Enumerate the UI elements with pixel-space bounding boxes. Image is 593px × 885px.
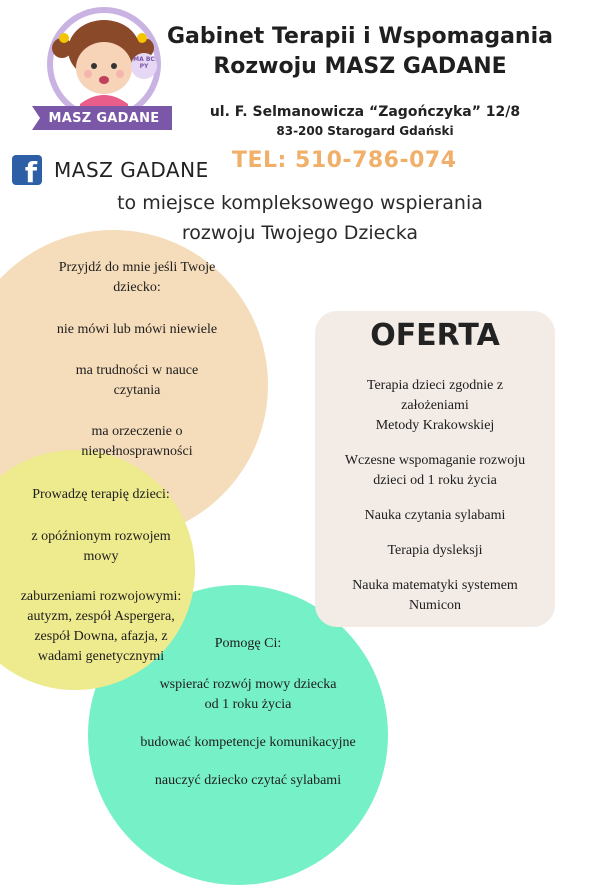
- address-block: [200, 102, 530, 140]
- therapy-item-2-line-1: zaburzeniami rozwojowymi:: [20, 589, 182, 604]
- tagline-line-2: rozwoju Twojego Dziecka: [181, 222, 419, 244]
- help-item-1-line-1: wspierać rozwój mowy dziecka: [159, 677, 337, 692]
- come-intro-line-2: dziecko:: [113, 280, 161, 295]
- offer-item-4: Terapia dysleksji: [387, 543, 483, 558]
- help-section: [124, 634, 372, 791]
- come-item-1: nie mówi lub mówi niewiele: [56, 322, 218, 337]
- facebook-glyph: f: [24, 156, 37, 189]
- come-intro-line-1: Przyjdź do mnie jeśli Twoje: [58, 260, 216, 275]
- therapy-item-2-line-4: wadami genetycznymi: [37, 649, 165, 664]
- tagline-line-1: to miejsce kompleksowego wspierania: [117, 192, 483, 214]
- come-item-2-line-1: ma trudności w nauce: [75, 363, 199, 378]
- offer-item-3: Nauka czytania sylabami: [364, 508, 506, 523]
- city-address: 83-200 Starogard Gdański: [276, 124, 454, 138]
- help-item-1-line-2: od 1 roku życia: [204, 697, 292, 712]
- therapy-item-1-line-1: z opóźnionym rozwojem: [31, 529, 171, 544]
- phone-number[interactable]: TEL: 510-786-074: [232, 148, 457, 173]
- offer-item-1-line-2: założeniami: [401, 398, 469, 413]
- help-item-2: budować kompetencje komunikacyjne: [140, 735, 356, 750]
- come-item-3-line-1: ma orzeczenie o: [91, 424, 183, 439]
- facebook-icon: [12, 155, 42, 189]
- help-item-3: nauczyć dziecko czytać sylabami: [154, 773, 342, 788]
- offer-item-5-line-1: Nauka matematyki systemem: [352, 578, 518, 593]
- facebook-link[interactable]: [12, 150, 209, 190]
- therapy-item-1-line-2: mowy: [83, 549, 119, 564]
- logo-speech-bubble: MA BC PY: [133, 56, 155, 70]
- come-item-3-line-2: niepełnosprawności: [81, 444, 193, 459]
- therapy-item-2-line-2: autyzm, zespół Aspergera,: [27, 609, 175, 624]
- offer-item-5-line-2: Numicon: [408, 598, 462, 613]
- title-line-1: Gabinet Terapii i Wspomagania: [167, 24, 553, 49]
- offer-item-2-line-2: dzieci od 1 roku życia: [373, 473, 497, 488]
- offer-title: OFERTA: [370, 318, 500, 353]
- therapy-intro: Prowadzę terapię dzieci:: [32, 487, 170, 502]
- title-line-2: Rozwoju MASZ GADANE: [213, 54, 507, 79]
- offer-item-1-line-3: Metody Krakowskiej: [375, 418, 495, 433]
- come-item-2-line-2: czytania: [113, 383, 161, 398]
- logo-banner-text: MASZ GADANE: [48, 111, 160, 126]
- street-address: ul. F. Selmanowicza “Zagończyka” 12/8: [209, 104, 521, 120]
- offer-list: [320, 376, 550, 616]
- help-intro: Pomogę Ci:: [214, 636, 282, 651]
- offer-item-1-line-1: Terapia dzieci zgodnie z: [366, 378, 504, 393]
- facebook-page-name: MASZ GADANE: [54, 158, 209, 182]
- come-to-me-section: [32, 258, 242, 462]
- offer-item-2-line-1: Wczesne wspomaganie rozwoju: [344, 453, 526, 468]
- page-title: [150, 22, 570, 82]
- therapy-item-2-line-3: zespół Downa, afazja, z: [34, 629, 168, 644]
